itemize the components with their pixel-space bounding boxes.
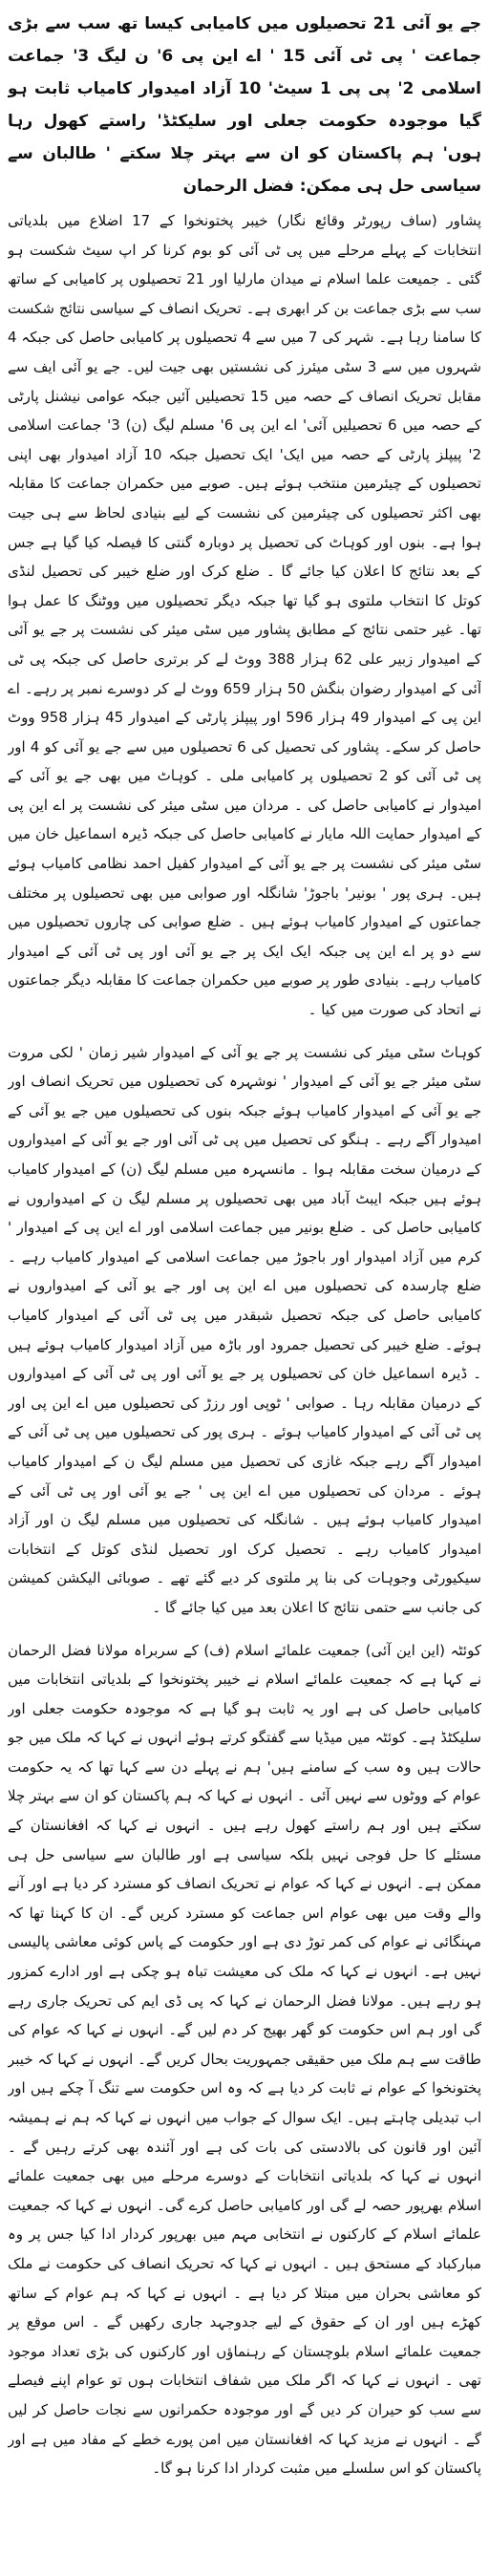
paragraph-divider — [8, 1623, 481, 1636]
article-paragraph: کوہاٹ سٹی میئر کی نشست پر جے یو آئی کے امیدوار شیر زمان ' لکی مروت سٹی میئر جے یو آئی کے امیدوار ' نوشہرہ کی تحصیلوں میں تحریک انصاف اور جے یو آئی کے امیدوار کامیاب ہوئے جبکہ بنوں کی تحصیلوں میں جے یو آئی کے امیدوار آگے رہے ۔ ہنگو کی تحصیل میں پی ٹی آئی اور جے یو آئی کے امیدواروں کے درمیان سخت مقابلہ ہوا ۔ مانسہرہ میں مسلم لیگ (ن) کے امیدوار کامیاب ہوئے ہیں جبکہ ایبٹ آباد میں بھی تحصیلوں پر مسلم لیگ ن کے امیدواروں نے کامیابی حاصل کی ۔ ضلع بونیر میں جماعت اسلامی اور اے این پی کے امیدوار ' کرم میں آزاد امیدوار اور باجوڑ میں جماعت اسلامی کے امیدوار کامیاب رہے ۔ ضلع چارسدہ کی تحصیلوں میں اے این پی اور جے یو آئی کے امیدواروں نے کامیابی حاصل کی جبکہ تحصیل شبقدر میں پی ٹی آئی کے امیدوار کامیاب ہوئے۔ ضلع خیبر کی تحصیل جمرود اور باڑہ میں آزاد امیدوار کامیاب ہوئے ہیں ۔ ڈیرہ اسماعیل خان کی تحصیلوں پر جے یو آئی اور پی ٹی آئی کے امیدواروں کے درمیان مقابلہ رہا ۔ صوابی ' ٹوپی اور رزڑ کی تحصیلوں میں اے این پی اور پی ٹی آئی کے امیدوار کامیاب ہوئے ۔ ہری پور کی تحصیلوں میں پی ٹی آئی کے امیدوار آگے رہے جبکہ غازی کی تحصیل میں مسلم لیگ ن کے امیدوار کامیاب ہوئے ۔ مردان کی تحصیلوں میں اے این پی ' جے یو آئی اور پی ٹی آئی کے امیدوار کامیاب ہوئے ہیں ۔ شانگلہ کی تحصیلوں میں مسلم لیگ ن اور آزاد امیدوار کامیاب رہے ۔ تحصیل کرک اور تحصیل لنڈی کوتل کے انتخابات سیکیورٹی وجوہات کی بنا پر ملتوی کر دیے گئے تھے ۔ صوبائی الیکشن کمیشن کی جانب سے حتمی نتائج کا اعلان بعد میں کیا جائے گا ۔ — [8, 1043, 481, 1616]
article-paragraph: پشاور (ساف رپورٹر وقائع نگار) خیبر پختونخوا کے 17 اضلاع میں بلدیاتی انتخابات کے پہلے مرحلے میں پی ٹی آئی کو بوم کرنا کر اپ سیٹ شکست ہو گئی ۔ جمیعت علما اسلام نے میدان مارلیا اور 21 تحصیلوں پر کامیابی کے ساتھ سب سے بڑی جماعت بن کر ابھری ہے۔ تحریک انصاف کے سیاسی نتائج شکست کا سامنا رہا ہے۔ شہر کی 7 میں سے 4 تحصیلوں پر کامیابی حاصل کی جبکہ 4 شہروں میں سے 3 سٹی میئرز کی نشستیں بھی جیت لیں۔ جے یو آئی ایف سے مقابل تحریک انصاف کے حصہ میں 15 تحصیلیں آئیں جبکہ عوامی نیشنل پارٹی کے حصہ میں 6 تحصیلیں آئی' اے این پی 6' مسلم لیگ (ن) 3' جماعت اسلامی 2' پیپلز پارٹی کے حصہ میں ایک' ایک تحصیل جبکہ 10 آزاد امیدوار بھی اپنی تحصیلوں کے چیئرمین منتخب ہوئے ہیں۔ صوبے میں حکمران جماعت کا مقابلہ بھی اکثر تحصیلوں کی چیئرمین کی نشست کے لیے بنیادی لحاظ سے ہی جیت ہوا ہے۔ بنوں اور کوہاٹ کی تحصیل پر دوبارہ گنتی کا فیصلہ کیا گیا ہے جس کے بعد نتائج کا اعلان کیا جائے گا ۔ ضلع کرک اور ضلع خیبر کی تحصیل لنڈی کوتل کا انتخاب ملتوی ہو گیا تھا جبکہ دیگر تحصیلوں میں ووٹنگ کا عمل ہوا تھا۔ غیر حتمی نتائج کے مطابق پشاور میں سٹی میئر کی نشست پر جے یو آئی کے امیدوار زبیر علی 62 ہزار 388 ووٹ لے کر برتری حاصل کی جبکہ پی ٹی آئی کے امیدوار رضوان بنگش 50 ہزار 659 ووٹ لے کر دوسرے نمبر پر رہے۔ اے این پی کے امیدوار 49 ہزار 596 اور پیپلز پارٹی کے امیدوار 45 ہزار 958 ووٹ حاصل کر سکے۔ پشاور کی تحصیل کی 6 تحصیلوں میں سے جے یو آئی کو 4 اور پی ٹی آئی کو 2 تحصیلوں پر کامیابی ملی ۔ کوہاٹ میں بھی جے یو آئی کے امیدوار نے کامیابی حاصل کی ۔ مردان میں سٹی میئر کی نشست پر اے این پی کے امیدوار حمایت اللہ مایار نے کامیابی حاصل کی جبکہ ڈیرہ اسماعیل خان میں سٹی میئر کی نشست پر جے یو آئی کے امیدوار کفیل احمد نظامی کامیاب ہوئے ہیں۔ ہری پور ' بونیر' باجوڑ' شانگلہ اور صوابی میں بھی تحصیلوں پر مختلف جماعتوں کے امیدوار کامیاب ہوئے ہیں ۔ ضلع صوابی کی چاروں تحصیلوں میں سے دو پر اے این پی جبکہ ایک ایک پر جے یو آئی اور پی ٹی آئی کے امیدوار کامیاب رہے۔ بنیادی طور پر صوبے میں حکمران جماعت کا مقابلہ دیگر جماعتوں نے اتحاد کی صورت میں کیا ۔ — [8, 212, 481, 1019]
article-headline: جے یو آئی 21 تحصیلوں میں کامیابی کیسا تھ سب سے بڑی جماعت ' پی ٹی آئی 15 ' اے این پی 6' ن لیگ 3' جماعت اسلامی 2' پی پی 1 سیٹ' 10 آزاد امیدوار کامیاب ثابت ہو گیا موجودہ حکومت جعلی اور سلیکٹڈ' راستے کھول رہا ہوں' ہم پاکستان کو ان سے بہتر چلا سکتے ' طالبان سے سیاسی حل ہی ممکن: فضل الرحمان — [8, 14, 481, 196]
news-article — [8, 8, 481, 2561]
paragraph-divider — [8, 1025, 481, 1038]
article-paragraph: کوئٹہ (این این آئی) جمعیت علمائے اسلام (ف) کے سربراہ مولانا فضل الرحمان نے کہا ہے کہ جمعیت علمائے اسلام نے خیبر پختونخوا کے بلدیاتی انتخابات میں کامیابی حاصل کی ہے اور یہ ثابت ہو گیا ہے کہ موجودہ حکومت جعلی اور سلیکٹڈ ہے۔ کوئٹہ میں میڈیا سے گفتگو کرتے ہوئے انہوں نے کہا کہ ملک میں جو حالات ہیں وہ سب کے سامنے ہیں' ہم نے پہلے دن سے کہا تھا کہ یہ حکومت عوام کے ووٹوں سے نہیں آئی ۔ انہوں نے کہا کہ ہم پاکستان کو ان سے بہتر چلا سکتے ہیں اور ہم راستے کھول رہے ہیں ۔ انہوں نے کہا کہ افغانستان کے مسئلے کا حل فوجی نہیں بلکہ سیاسی ہے اور طالبان سے سیاسی حل ہی ممکن ہے۔ انہوں نے کہا کہ عوام نے تحریک انصاف کو مسترد کر دیا ہے اور آنے والے وقت میں بھی عوام اس جماعت کو مسترد کریں گے۔ ان کا کہنا تھا کہ مہنگائی نے عوام کی کمر توڑ دی ہے اور حکومت کے پاس کوئی معاشی پالیسی نہیں ہے۔ انہوں نے کہا کہ ملک کی معیشت تباہ ہو چکی ہے اور ادارے کمزور ہو رہے ہیں۔ مولانا فضل الرحمان نے کہا کہ پی ڈی ایم کی تحریک جاری رہے گی اور ہم اس حکومت کو گھر بھیج کر دم لیں گے۔ انہوں نے کہا کہ عوام کی طاقت سے ہم ملک میں حقیقی جمہوریت بحال کریں گے۔ انہوں نے کہا کہ خیبر پختونخوا کے عوام نے ثابت کر دیا ہے کہ وہ اس حکومت سے تنگ آ چکے ہیں اور اب تبدیلی چاہتے ہیں۔ ایک سوال کے جواب میں انہوں نے کہا کہ ہم نے ہمیشہ آئین اور قانون کی بالادستی کی بات کی ہے اور آئندہ بھی کرتے رہیں گے ۔ انہوں نے کہا کہ بلدیاتی انتخابات کے دوسرے مرحلے میں بھی جمعیت علمائے اسلام بھرپور حصہ لے گی اور کامیابی حاصل کرے گی۔ انہوں نے کہا کہ جمعیت علمائے اسلام کے کارکنوں نے انتخابی مہم میں بھرپور کردار ادا کیا جس پر وہ مبارکباد کے مستحق ہیں ۔ انہوں نے کہا کہ تحریک انصاف کی حکومت نے ملک کو معاشی بحران میں مبتلا کر دیا ہے ۔ انہوں نے کہا کہ ہم عوام کے ساتھ کھڑے ہیں اور ان کے حقوق کے لیے جدوجہد جاری رکھیں گے ۔ اس موقع پر جمعیت علمائے اسلام بلوچستان کے رہنماؤں اور کارکنوں کی بڑی تعداد موجود تھی ۔ انہوں نے کہا کہ اگر ملک میں شفاف انتخابات ہوں تو عوام اپنے فیصلے سے سب کو حیران کر دیں گے اور موجودہ حکمرانوں سے نجات حاصل کر لیں گے ۔ انہوں نے مزید کہا کہ افغانستان میں امن پورے خطے کے مفاد میں ہے اور پاکستان کو اس سلسلے میں مثبت کردار ادا کرنا ہو گا۔ — [8, 1641, 481, 2478]
